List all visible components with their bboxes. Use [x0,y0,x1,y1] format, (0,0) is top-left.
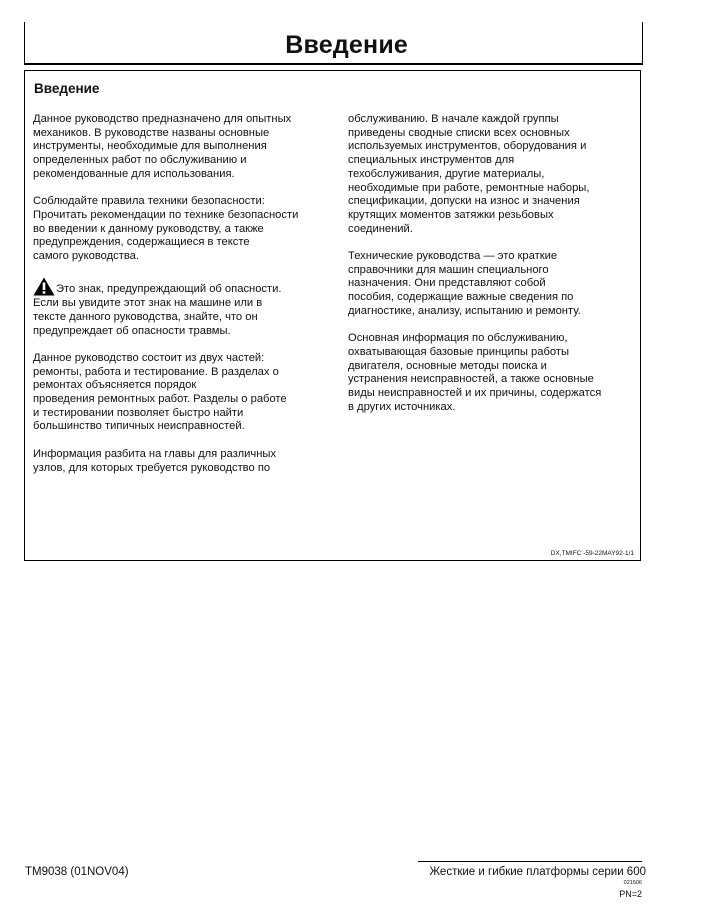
page-title-bar [24,22,643,65]
text-line: во введении к данному руководству, а также [33,222,264,235]
paragraph [33,448,333,475]
paragraph [348,113,638,236]
paragraph [33,352,333,434]
paragraph [348,332,638,414]
footer-code: 021506 [623,880,642,886]
paragraph [33,277,333,338]
text-line: техобслуживания, другие материалы, [348,167,545,180]
section-heading: Введение [34,81,100,96]
text-line: механиков. В руководстве названы основные [33,126,270,139]
text-line: пособия, содержащие важные сведения по [348,291,574,304]
page-number: PN=2 [619,889,642,899]
text-line: специальных инструментов для [348,154,515,167]
page-title: Введение [285,31,408,59]
text-line: Информация разбита на главы для различных [33,447,277,460]
text-line: самого руководства. [33,250,140,263]
text-line: охватывающая базовые принципы работы [348,345,570,358]
text-line: Данное руководство предназначено для опытных [33,113,292,125]
text-line: назначения. Они представляют собой [348,277,546,290]
text-line: в других источниках. [348,400,456,413]
text-line: необходимые при работе, ремонтные наборы, [348,181,590,194]
text-line: предупреждает об опасности травмы. [33,324,231,337]
text-line: виды неисправностей и их причины, содержатся [348,387,602,400]
text-line: тексте данного руководства, знайте, что он [33,310,258,323]
document-code: DX,TMIFC -59-22MAY92-1/1 [550,550,634,557]
text-line: используемых инструментов, оборудования и [348,140,587,153]
text-line: инструменты, необходимые для выполнения [33,140,267,153]
content-frame [24,70,641,561]
text-line: крутящих моментов затяжки резьбовых [348,208,554,221]
manual-title: Жесткие и гибкие платформы серии 600 [429,866,646,878]
text-line: спецификации, допуски на износ и значения [348,195,580,208]
text-line: приведены сводные списки всех основных [348,126,570,139]
text-line: Технические руководства — это краткие [348,250,558,263]
text-line: узлов, для которых требуется руководство по [33,461,271,474]
warning-triangle-icon [33,277,55,296]
text-line: ремонтах объясняется порядок [33,379,197,392]
text-line [33,277,333,297]
text-line: проведения ремонтных работ. Разделы о работе [33,393,287,406]
manual-number: TM9038 (01NOV04) [25,866,129,878]
text-line: Соблюдайте правила техники безопасности: [33,195,265,208]
text-line: справочники для машин специального [348,263,549,276]
text-line: двигателя, основные методы поиска и [348,359,547,372]
text-line: обслуживанию. В начале каждой группы [348,113,559,125]
footer-rule [418,861,642,862]
paragraph [348,250,638,319]
text-line: устранения неисправностей, а также основные [348,373,594,386]
text-line: диагностике, анализу, испытанию и ремонту. [348,304,581,317]
text-line: определенных работ по обслуживанию и [33,154,247,167]
left-column [33,113,333,489]
text-line: Прочитать рекомендации по технике безопасности [33,208,299,221]
text-line: Если вы увидите этот знак на машине или в [33,297,263,310]
right-column [348,113,638,428]
text-line: большинство типичных неисправностей. [33,420,245,433]
paragraph [33,195,333,264]
warning-text: Это знак, предупреждающий об опасности. [56,283,282,296]
text-line: Данное руководство состоит из двух частей: [33,351,265,364]
text-line: ремонты, работа и тестирование. В разделах о [33,365,279,378]
text-line: соединений. [348,222,413,235]
paragraph [33,113,333,182]
text-line: Основная информация по обслуживанию, [348,332,568,345]
text-line: предупреждения, содержащиеся в тексте [33,236,250,249]
text-line: и тестировании позволяет быстро найти [33,406,244,419]
text-line: рекомендованные для использования. [33,167,235,180]
